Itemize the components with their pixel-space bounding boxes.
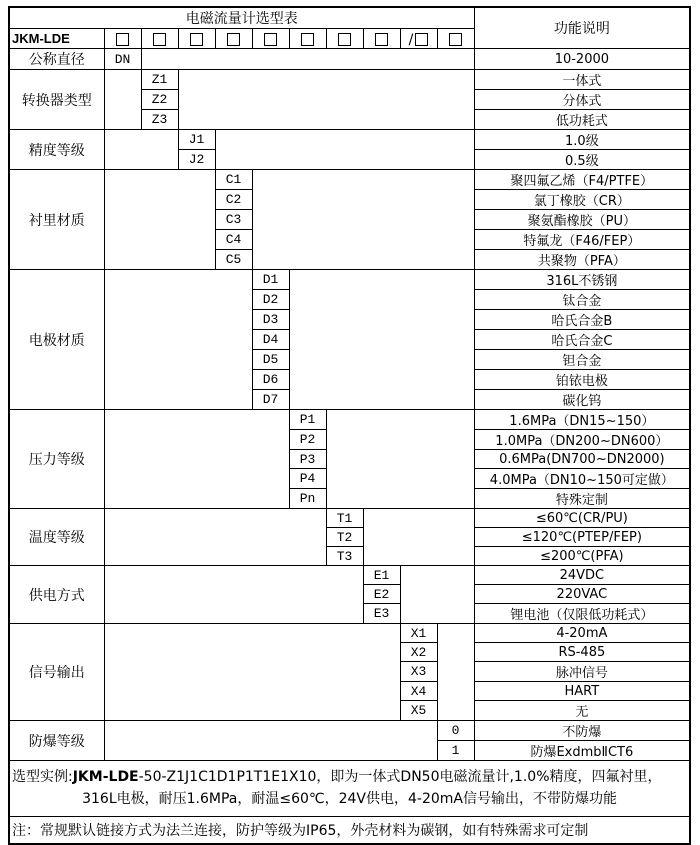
description-cell: 分体式 bbox=[474, 90, 690, 110]
code-cell: E1 bbox=[363, 566, 400, 585]
description-cell: 0.6MPa(DN700~DN2000) bbox=[474, 450, 690, 469]
description-cell: 钛合金 bbox=[474, 290, 690, 310]
code-cell: J1 bbox=[178, 130, 215, 150]
code-cell: P4 bbox=[289, 469, 326, 489]
description-cell: 220VAC bbox=[474, 585, 690, 604]
checkbox-icon bbox=[338, 33, 351, 46]
code-cell: Z1 bbox=[141, 70, 178, 90]
model-checkbox-cell bbox=[437, 29, 474, 49]
empty-cell bbox=[437, 624, 474, 721]
code-cell: Z3 bbox=[141, 110, 178, 130]
code-cell: Pn bbox=[289, 489, 326, 509]
checkbox-icon bbox=[116, 33, 129, 46]
description-cell: 特殊定制 bbox=[474, 489, 690, 509]
empty-cell bbox=[215, 130, 474, 170]
empty-cell bbox=[104, 410, 289, 509]
example-label: 选型实例: bbox=[12, 768, 73, 785]
slash-separator: / bbox=[408, 31, 414, 48]
description-cell: 碳化钨 bbox=[474, 390, 690, 410]
description-cell: 316L不锈钢 bbox=[474, 270, 690, 290]
empty-cell bbox=[363, 509, 474, 566]
code-cell: DN bbox=[104, 49, 141, 70]
empty-cell bbox=[104, 130, 178, 170]
model-checkbox-cell bbox=[326, 29, 363, 49]
selection-table bbox=[8, 6, 691, 845]
code-cell: Z2 bbox=[141, 90, 178, 110]
empty-cell bbox=[104, 721, 437, 761]
code-cell: J2 bbox=[178, 150, 215, 170]
description-cell: ≤120℃(PTEP/FEP) bbox=[474, 528, 690, 547]
category-cell: 供电方式 bbox=[9, 566, 104, 624]
checkbox-icon bbox=[153, 33, 166, 46]
description-cell: 24VDC bbox=[474, 566, 690, 585]
description-cell: 脉冲信号 bbox=[474, 662, 690, 682]
description-cell: HART bbox=[474, 682, 690, 701]
checkbox-icon bbox=[415, 33, 428, 46]
category-cell: 温度等级 bbox=[9, 509, 104, 566]
category-cell: 电极材质 bbox=[9, 270, 104, 410]
function-column-header: 功能说明 bbox=[474, 7, 690, 49]
empty-cell bbox=[104, 509, 326, 566]
checkbox-icon bbox=[190, 33, 203, 46]
category-cell: 转换器类型 bbox=[9, 70, 104, 130]
description-cell: RS-485 bbox=[474, 643, 690, 662]
code-cell: C5 bbox=[215, 250, 252, 270]
checkbox-icon bbox=[449, 33, 462, 46]
code-cell: T3 bbox=[326, 547, 363, 566]
code-cell: E2 bbox=[363, 585, 400, 604]
empty-cell bbox=[104, 270, 252, 410]
description-cell: 不防爆 bbox=[474, 721, 690, 741]
model-checkbox-cell bbox=[104, 29, 141, 49]
code-cell: X2 bbox=[400, 643, 437, 662]
description-cell: 1.0级 bbox=[474, 130, 690, 150]
category-cell: 压力等级 bbox=[9, 410, 104, 509]
description-cell: 聚氨酯橡胶（PU） bbox=[474, 210, 690, 230]
code-cell: D5 bbox=[252, 350, 289, 370]
description-cell: 锂电池（仅限低功耗式） bbox=[474, 604, 690, 624]
code-cell: D6 bbox=[252, 370, 289, 390]
model-checkbox-cell bbox=[215, 29, 252, 49]
code-cell: D2 bbox=[252, 290, 289, 310]
checkbox-icon bbox=[227, 33, 240, 46]
checkbox-icon bbox=[301, 33, 314, 46]
description-cell: 钽合金 bbox=[474, 350, 690, 370]
empty-cell bbox=[104, 566, 363, 624]
empty-cell bbox=[104, 624, 400, 721]
description-cell: 哈氏合金B bbox=[474, 310, 690, 330]
code-cell: P2 bbox=[289, 430, 326, 450]
empty-cell bbox=[141, 49, 474, 70]
category-cell: 公称直径 bbox=[9, 49, 104, 70]
model-checkbox-cell bbox=[141, 29, 178, 49]
model-checkbox-cell bbox=[252, 29, 289, 49]
description-cell: 0.5级 bbox=[474, 150, 690, 170]
description-cell: 共聚物（PFA） bbox=[474, 250, 690, 270]
empty-cell bbox=[252, 170, 474, 270]
code-cell: D7 bbox=[252, 390, 289, 410]
code-cell: 1 bbox=[437, 741, 474, 761]
code-cell: 0 bbox=[437, 721, 474, 741]
empty-cell bbox=[104, 170, 215, 270]
description-cell: 1.6MPa（DN15~150） bbox=[474, 410, 690, 430]
description-cell: 哈氏合金C bbox=[474, 330, 690, 350]
code-cell: X1 bbox=[400, 624, 437, 643]
example-line-2: 316L电极，耐压1.6MPa，耐温≤60℃，24V供电，4-20mA信号输出，不带防爆功能 bbox=[82, 790, 617, 807]
description-cell: ≤200℃(PFA) bbox=[474, 547, 690, 566]
description-cell: 10-2000 bbox=[474, 49, 690, 70]
code-cell: X5 bbox=[400, 701, 437, 721]
description-cell: 特氟龙（F46/FEP） bbox=[474, 230, 690, 250]
code-cell: E3 bbox=[363, 604, 400, 624]
description-cell: 一体式 bbox=[474, 70, 690, 90]
code-cell: T1 bbox=[326, 509, 363, 528]
checkbox-icon bbox=[375, 33, 388, 46]
description-cell: ≤60℃(CR/PU) bbox=[474, 509, 690, 528]
model-prefix: JKM-LDE bbox=[9, 29, 104, 49]
code-cell: X4 bbox=[400, 682, 437, 701]
code-cell: D1 bbox=[252, 270, 289, 290]
example-model: JKM-LDE bbox=[72, 768, 139, 785]
model-checkbox-cell bbox=[400, 29, 437, 49]
category-cell: 防爆等级 bbox=[9, 721, 104, 761]
example-text: -50-Z1J1C1D1P1T1E1X10，即为一体式DN50电磁流量计,1.0%精度，四氟衬里， bbox=[138, 768, 662, 785]
model-checkbox-cell bbox=[289, 29, 326, 49]
code-cell: D3 bbox=[252, 310, 289, 330]
table-title: 电磁流量计选型表 bbox=[9, 7, 474, 29]
code-cell: D4 bbox=[252, 330, 289, 350]
model-checkbox-cell bbox=[178, 29, 215, 49]
model-checkbox-cell bbox=[363, 29, 400, 49]
category-cell: 精度等级 bbox=[9, 130, 104, 170]
code-cell: T2 bbox=[326, 528, 363, 547]
description-cell: 防爆ExdmbⅡCT6 bbox=[474, 741, 690, 761]
description-cell: 氯丁橡胶（CR） bbox=[474, 190, 690, 210]
code-cell: C1 bbox=[215, 170, 252, 190]
code-cell: P3 bbox=[289, 450, 326, 469]
code-cell: C4 bbox=[215, 230, 252, 250]
description-cell: 4.0MPa（DN10~150可定做） bbox=[474, 469, 690, 489]
description-cell: 低功耗式 bbox=[474, 110, 690, 130]
code-cell: C3 bbox=[215, 210, 252, 230]
example-row bbox=[9, 761, 690, 817]
description-cell: 无 bbox=[474, 701, 690, 721]
code-cell: P1 bbox=[289, 410, 326, 430]
category-cell: 衬里材质 bbox=[9, 170, 104, 270]
example-line-1 bbox=[12, 767, 687, 789]
description-cell: 1.0MPa（DN200~DN600） bbox=[474, 430, 690, 450]
description-cell: 4-20mA bbox=[474, 624, 690, 643]
empty-cell bbox=[400, 566, 474, 624]
code-cell: C2 bbox=[215, 190, 252, 210]
description-cell: 聚四氟乙烯（F4/PTFE） bbox=[474, 170, 690, 190]
empty-cell bbox=[178, 70, 474, 130]
empty-cell bbox=[326, 410, 474, 509]
empty-cell bbox=[289, 270, 474, 410]
note-row: 注：常规默认链接方式为法兰连接，防护等级为IP65，外壳材料为碳钢，如有特殊需求可定制 bbox=[9, 817, 690, 844]
category-cell: 信号输出 bbox=[9, 624, 104, 721]
code-cell: X3 bbox=[400, 662, 437, 682]
empty-cell bbox=[104, 70, 141, 130]
description-cell: 铂铱电极 bbox=[474, 370, 690, 390]
checkbox-icon bbox=[264, 33, 277, 46]
